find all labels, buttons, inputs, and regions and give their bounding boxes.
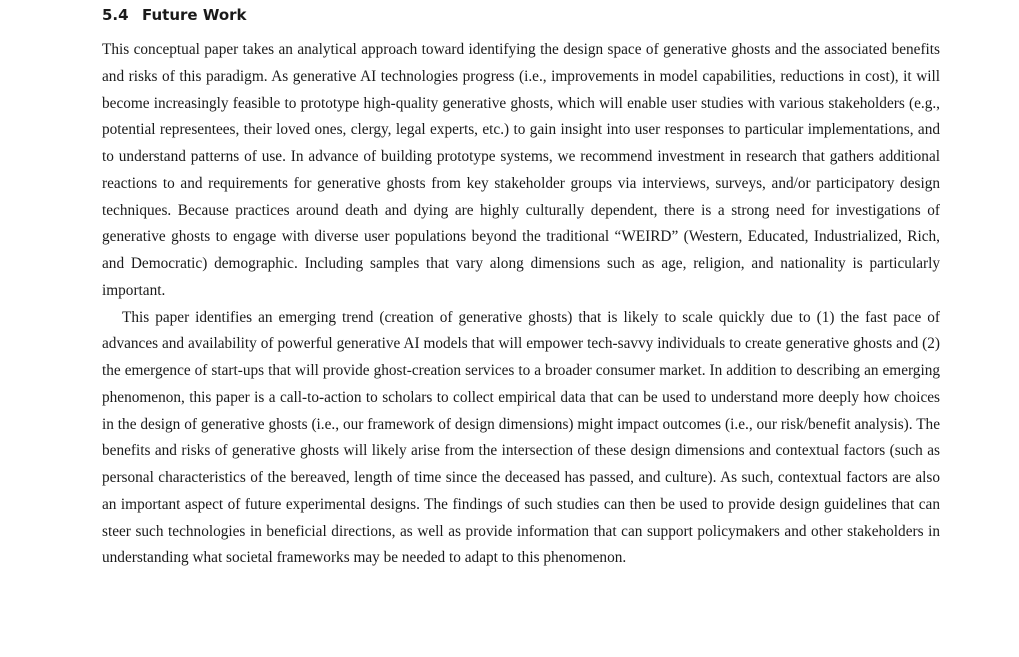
paragraph-2: This paper identifies an emerging trend (creation of generative ghosts) that is likely to scale quickly due to (1) the fast pace of advances and availability of powerful generative AI models that will empower tech-savvy individuals to create generative ghosts and (2) the emergence of start-ups that will provide ghost-creation services to a broader consumer market. In addition to describing an emerging phenomenon, this paper is a call-to-action to scholars to collect empirical data that can be used to understand more deeply how choices in the design of generative ghosts (i.e., our framework of design dimensions) might impact outcomes (i.e., our risk/benefit analysis). The benefits and risks of generative ghosts will likely arise from the intersection of these design dimensions and contextual factors (such as personal characteristics of the bereaved, length of time since the deceased has passed, and culture). As such, contextual factors are also an important aspect of future experimental designs. The findings of such studies can then be used to provide design guidelines that can steer such technologies in beneficial directions, as well as provide information that can support policymakers and other stakeholders in understanding what societal frameworks may be needed to adapt to this phenomenon. [102, 308, 940, 567]
paragraph-1: This conceptual paper takes an analytical approach toward identifying the design space of generative ghosts and the associated benefits and risks of this paradigm. As generative AI technologies progress (i.e., improvements in model capabilities, reductions in cost), it will become increasingly feasible to prototype high-quality generative ghosts, which will enable user studies with various stakeholders (e.g., potential representees, their loved ones, clergy, legal experts, etc.) to gain insight into user responses to particular implementations, and to understand patterns of use. In advance of building prototype systems, we recommend investment in research that gathers additional reactions to and requirements for generative ghosts from key stakeholder groups via interviews, surveys, and/or participatory design techniques. Because practices around death and dying are highly culturally dependent, there is a strong need for investigations of generative ghosts to engage with diverse user populations beyond the traditional “WEIRD” (Western, Educated, Industrialized, Rich, and Democratic) demographic. Including samples that vary along dimensions such as age, religion, and nationality is particularly important. [102, 41, 940, 299]
section-number: 5.4 [102, 6, 129, 24]
section-title: Future Work [142, 6, 247, 24]
section-heading [102, 6, 940, 24]
future-work-section [102, 0, 940, 572]
